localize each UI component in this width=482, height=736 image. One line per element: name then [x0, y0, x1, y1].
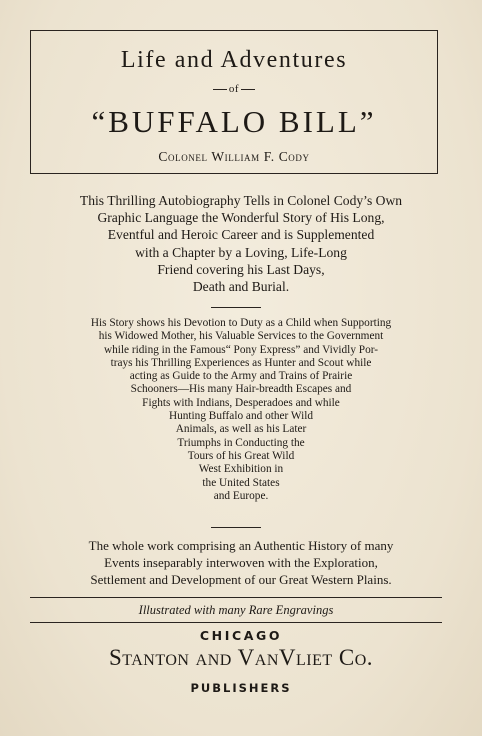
story-line: acting as Guide to the Army and Trains of Prairie	[129, 370, 353, 383]
divider-long-bottom	[30, 622, 442, 623]
author-name: Colonel William F. Cody	[158, 149, 310, 164]
summary-line: Settlement and Development of our Great Western Plains.	[90, 572, 392, 587]
divider-long-top	[30, 597, 442, 598]
main-title: “BUFFALO BILL”	[91, 104, 377, 139]
story-line: and Europe.	[213, 489, 269, 502]
of-left-dash	[213, 89, 227, 90]
intro-line: Eventful and Heroic Career and is Supplemented	[107, 227, 375, 243]
intro-line: with a Chapter by a Loving, Life-Long	[135, 244, 347, 260]
of-right-dash	[241, 89, 255, 90]
story-line: Triumphs in Conducting the	[177, 436, 305, 449]
title-line: Life and Adventures	[120, 47, 348, 73]
story-line: his Widowed Mother, his Valuable Services to the Government	[98, 330, 384, 343]
title-of-connector	[31, 83, 437, 95]
story-line: while riding in the Famous“ Pony Express” and Vividly Por-	[103, 343, 379, 356]
story-line: Hunting Buffalo and other Wild	[168, 410, 314, 423]
summary-line: The whole work comprising an Authentic History of many	[88, 538, 394, 553]
story-line: trays his Thrilling Experiences as Hunter and Scout while	[110, 356, 372, 369]
imprint-publishers-label: PUBLISHERS	[190, 681, 292, 695]
story-line: Fights with Indians, Desperadoes and while	[142, 396, 340, 409]
title-box	[30, 30, 438, 174]
story-paragraph	[22, 317, 460, 503]
story-line: His Story shows his Devotion to Duty as a Child when Supporting	[90, 317, 392, 329]
illustrated-note: Illustrated with many Rare Engravings	[138, 603, 334, 617]
intro-line: Graphic Language the Wonderful Story of His Long,	[97, 210, 385, 226]
of-word: of	[228, 83, 240, 95]
story-line: Tours of his Great Wild	[187, 449, 295, 462]
story-line: Animals, as well as his Later	[175, 423, 307, 436]
summary-line: Events inseparably interwoven with the Exploration,	[104, 555, 378, 570]
intro-paragraph	[22, 192, 460, 295]
intro-line: Death and Burial.	[192, 279, 290, 295]
divider-short	[211, 307, 261, 308]
intro-line: Friend covering his Last Days,	[157, 261, 325, 277]
divider-short	[211, 527, 261, 528]
intro-line: This Thrilling Autobiography Tells in Colonel Cody’s Own	[79, 193, 403, 208]
story-line: West Exhibition in	[198, 463, 284, 476]
imprint-city: CHICAGO	[199, 628, 283, 643]
imprint-publisher: Stanton and VanVliet Co.	[108, 645, 374, 670]
story-line: the United States	[202, 476, 280, 489]
story-line: Schooners—His many Hair-breadth Escapes and	[130, 383, 352, 396]
summary-paragraph	[22, 537, 460, 588]
